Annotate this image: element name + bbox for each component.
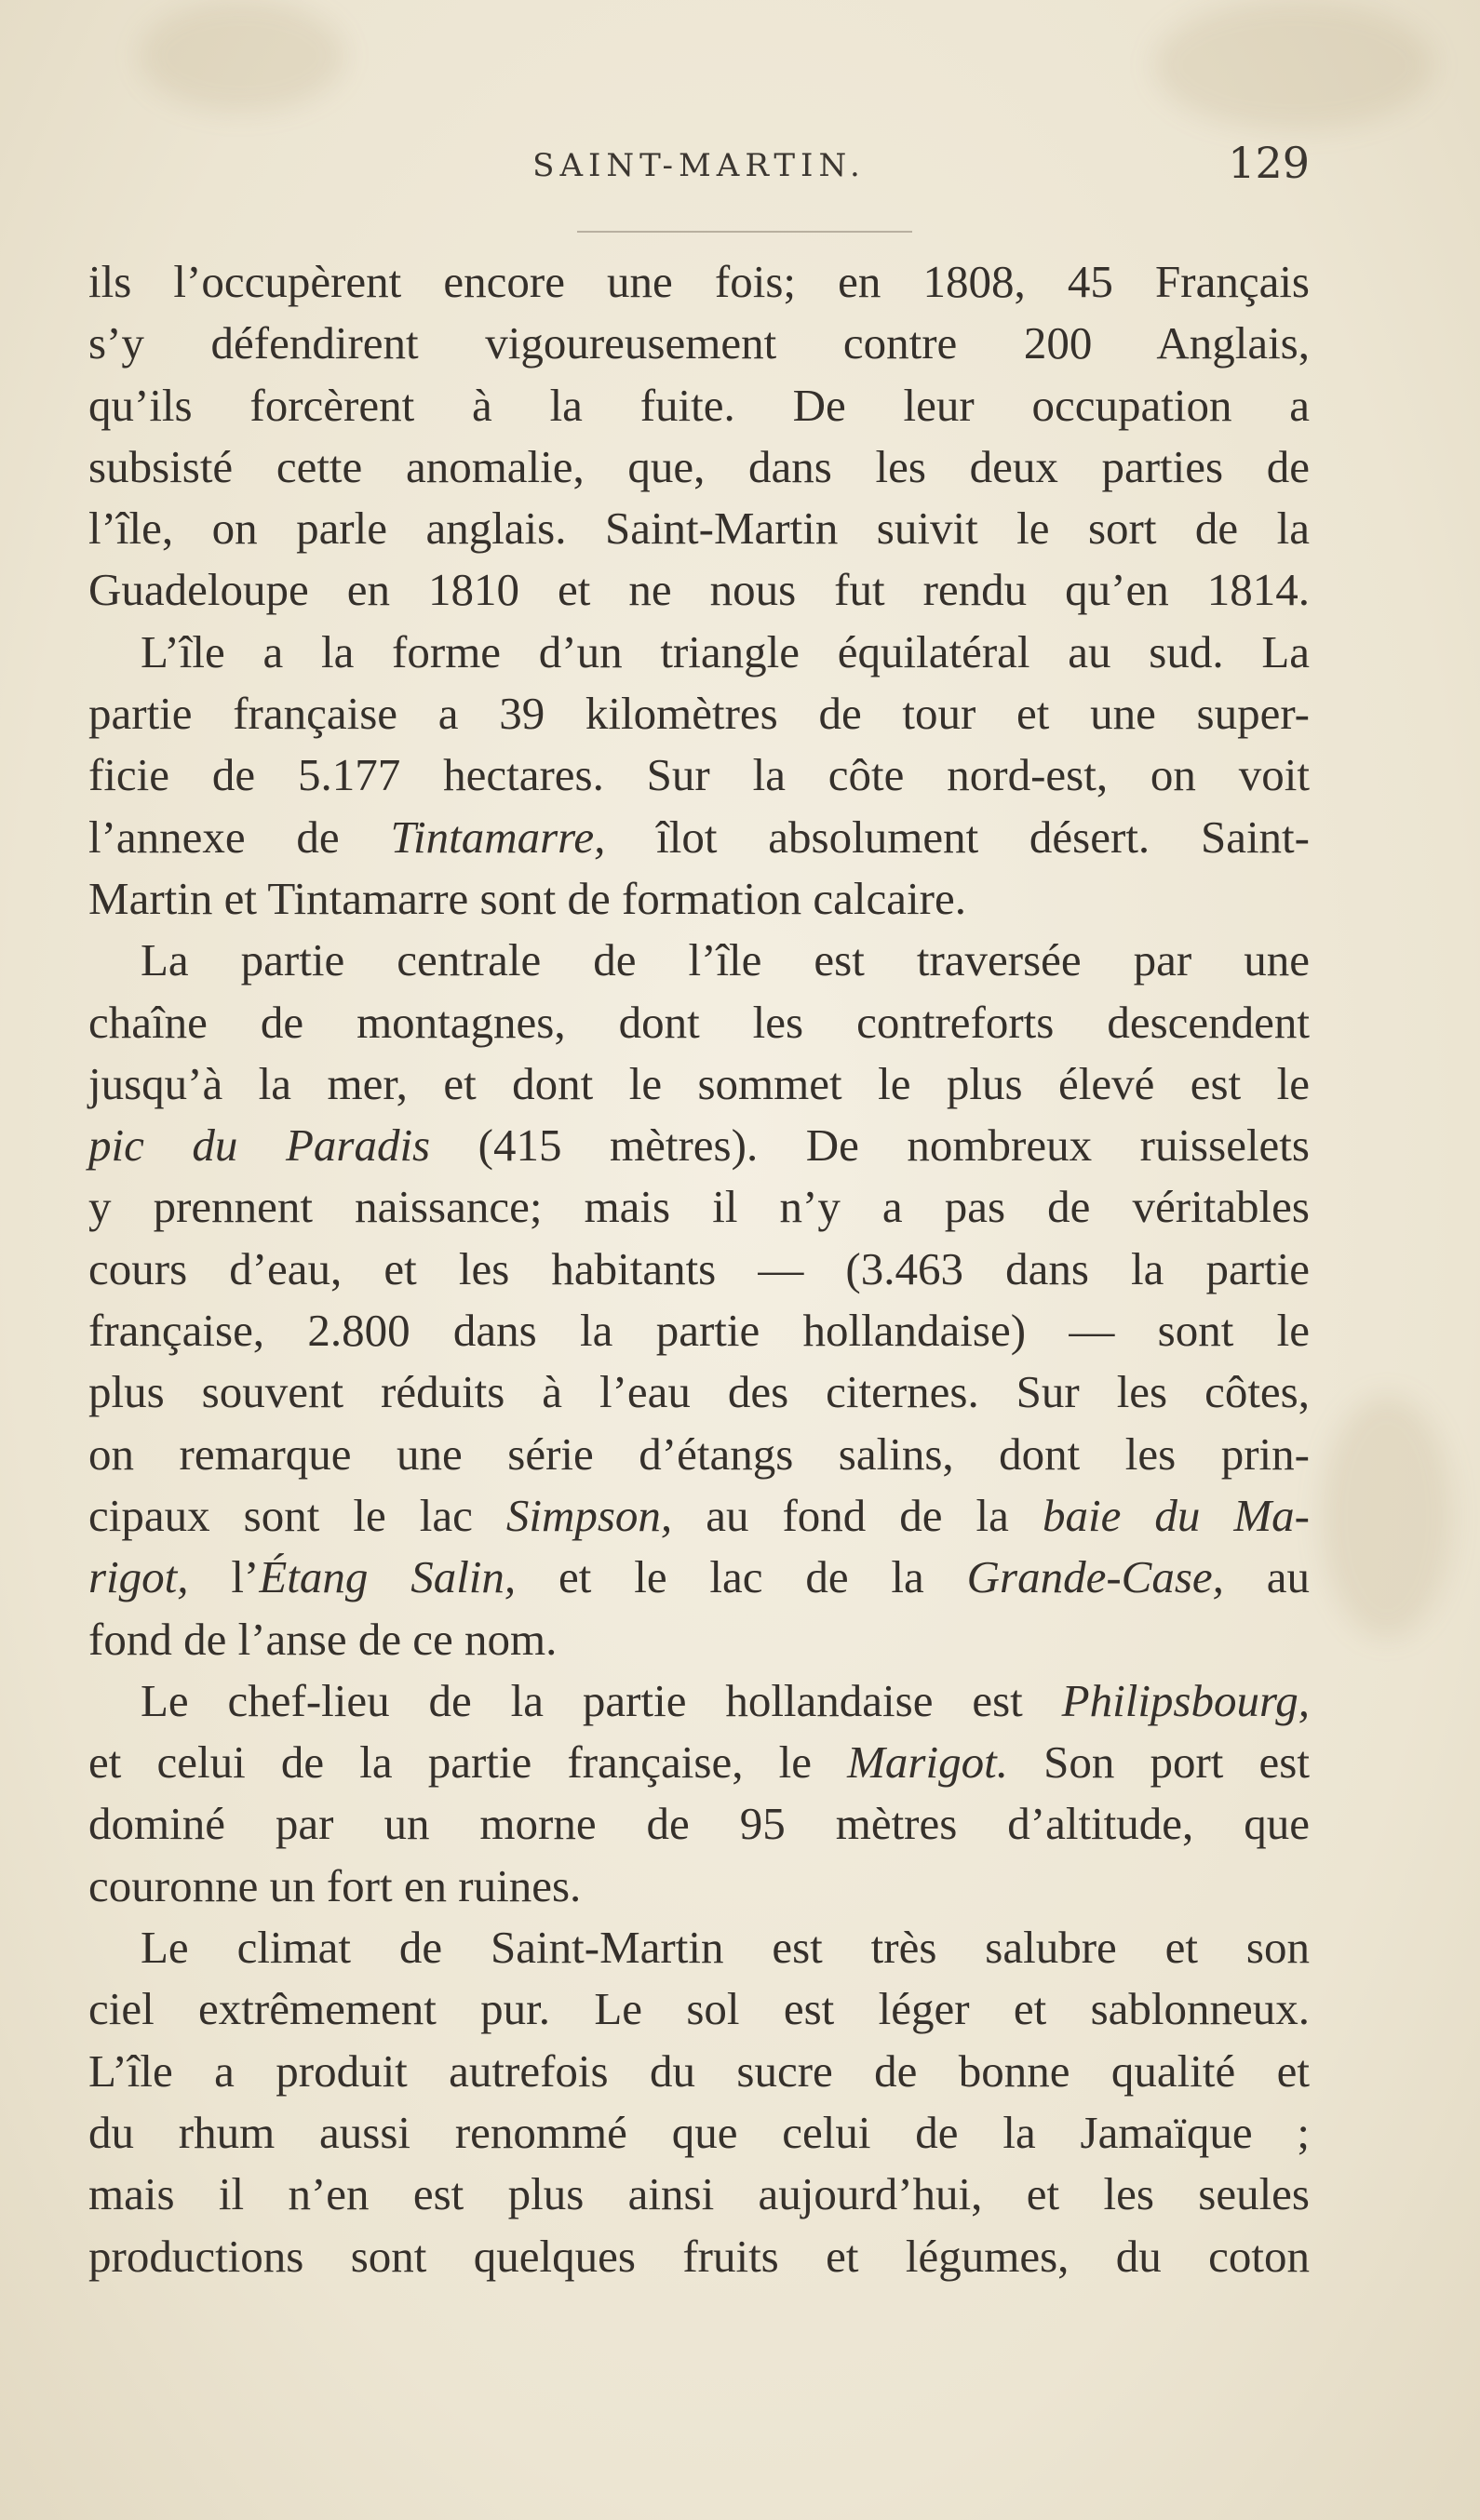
text-line: couronne un fort en ruines. [88,1859,582,1911]
body-text [88,251,1310,2287]
text-line: subsisté cette anomalie, que, dans les deux parties de [88,440,1310,492]
text-line: productions sont quelques fruits et légumes, du coton [88,2230,1310,2282]
text-line: du rhum aussi renommé que celui de la Jamaïque ; [88,2106,1310,2158]
text-line: Le chef-lieu de la partie hollandaise est Philipsbourg, [141,1674,1310,1726]
text-line: s’y défendirent vigoureusement contre 200 Anglais, [88,317,1310,369]
text-line: La partie centrale de l’île est traversée par une [141,934,1310,986]
italic-place-name: Marigot. [847,1736,1008,1789]
text-line: rigot, l’Étang Salin, et le lac de la Grande-Case, au [88,1551,1310,1603]
paper-stain [1154,0,1433,130]
text-line: française, 2.800 dans la partie hollandaise) — sont le [88,1305,1310,1357]
text-line: mais il n’en est plus ainsi aujourd’hui, et les seules [88,2168,1310,2220]
text-line: dominé par un morne de 95 mètres d’altitude, que [88,1798,1310,1850]
text-line: L’île a produit autrefois du sucre de bonne qualité et [88,2044,1310,2097]
text-line: partie française a 39 kilomètres de tour et une super- [88,688,1310,740]
text-line: plus souvent réduits à l’eau des citernes. Sur les côtes, [88,1366,1310,1418]
italic-place-name: rigot, [88,1551,189,1603]
italic-place-name: Grande-Case, [966,1551,1224,1603]
paper-stain [1322,1396,1452,1638]
text-line: cours d’eau, et les habitants — (3.463 dans la partie [88,1242,1310,1294]
text-line: ils l’occupèrent encore une fois; en 1808, 45 Français [88,256,1310,307]
italic-place-name: Philipsbourg, [1061,1674,1310,1726]
text-line: ciel extrêmement pur. Le sol est léger et sablonneux. [88,1983,1310,2035]
text-line: fond de l’anse de ce nom. [88,1613,558,1665]
italic-place-name: Simpson, [505,1489,673,1541]
page-number: 129 [1228,138,1310,188]
text-line: Martin et Tintamarre sont de formation calcaire. [88,872,966,924]
italic-place-name: pic du Paradis [88,1119,431,1172]
page-header [88,138,1310,203]
text-line: ficie de 5.177 hectares. Sur la côte nord-est, on voit [88,749,1310,801]
text-line: on remarque une série d’étangs salins, dont les prin- [88,1428,1310,1480]
text-line: jusqu’à la mer, et dont le sommet le plus élevé est le [88,1057,1310,1109]
italic-place-name: baie du Ma- [1042,1489,1310,1541]
text-line: et celui de la partie française, le Marigot. Son port est [88,1736,1310,1789]
text-line: cipaux sont le lac Simpson, au fond de la baie du Ma- [88,1489,1310,1541]
paper-stain [140,0,344,112]
header-rule [577,231,912,233]
italic-place-name: Tintamarre, [390,811,606,863]
running-title: SAINT-MARTIN. [532,147,866,184]
text-line: pic du Paradis (415 mètres). De nombreux ruisselets [88,1119,1310,1172]
text-line: y prennent naissance; mais il n’y a pas de véritables [88,1181,1310,1233]
text-line: l’île, on parle anglais. Saint-Martin suivit le sort de la [88,503,1310,555]
text-line: Guadeloupe en 1810 et ne nous fut rendu qu’en 1814. [88,564,1310,616]
text-line: chaîne de montagnes, dont les contreforts descendent [88,996,1310,1048]
text-line: qu’ils forcèrent à la fuite. De leur occupation a [88,379,1310,431]
text-line: Le climat de Saint-Martin est très salubre et son [141,1922,1310,1974]
text-line: L’île a la forme d’un triangle équilatéral au sud. La [141,625,1310,677]
text-line: l’annexe de Tintamarre, îlot absolument désert. Saint- [88,811,1310,863]
italic-place-name: Étang Salin, [259,1551,517,1603]
